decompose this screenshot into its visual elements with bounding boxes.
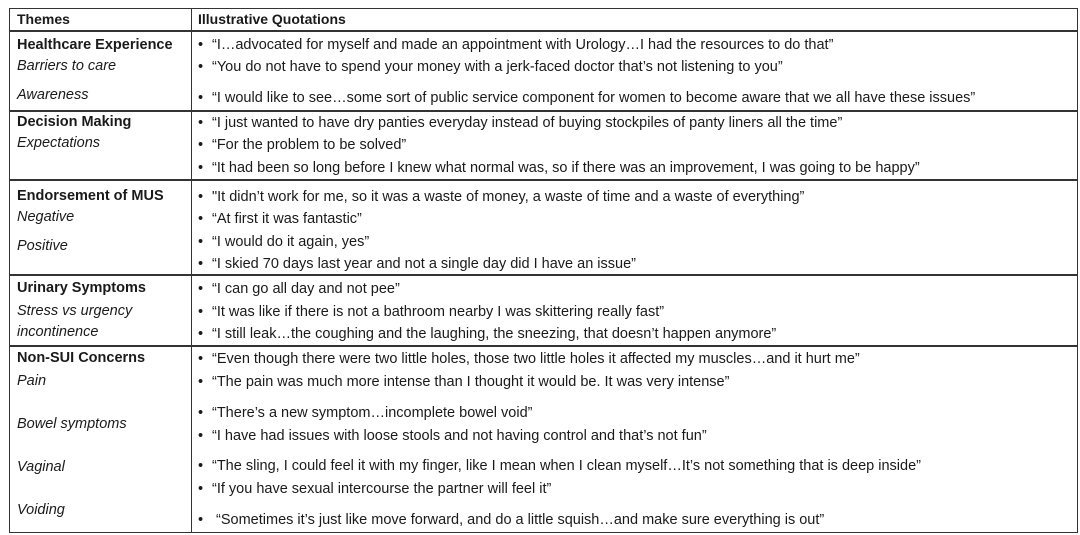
quote: • "It didn’t work for me, so it was a waste of money, a waste of time and a waste of everything” (198, 189, 805, 205)
subtheme-incontinence: incontinence (17, 324, 99, 340)
quote: • “It had been so long before I knew what normal was, so if there was an improvement, I was going to be happy” (198, 160, 920, 176)
theme-endorsement-of-mus: Endorsement of MUS (17, 188, 164, 204)
quote: • “Sometimes it’s just like move forward, and do a little squish…and make sure everything is out” (198, 512, 825, 528)
quote: • “I skied 70 days last year and not a single day did I have an issue” (198, 256, 636, 272)
row-divider (10, 110, 1077, 112)
subtheme-negative: Negative (17, 209, 75, 225)
quote: • “The sling, I could feel it with my finger, like I mean when I clean myself…It’s not something that is deep inside” (198, 458, 921, 474)
quote: • “If you have sexual intercourse the partner will feel it” (198, 481, 552, 497)
quote: • “I just wanted to have dry panties everyday instead of buying stockpiles of panty liners all the time” (198, 115, 843, 131)
row-divider (10, 274, 1077, 276)
quote: • “I…advocated for myself and made an appointment with Urology…I had the resources to do that” (198, 37, 834, 53)
column-divider (191, 9, 192, 532)
subtheme-bowel-symptoms: Bowel symptoms (17, 416, 127, 432)
quote: • “You do not have to spend your money with a jerk-faced doctor that’s not listening to you” (198, 59, 783, 75)
subtheme-pain: Pain (17, 373, 47, 389)
subtheme-barriers-to-care: Barriers to care (17, 58, 117, 74)
quote: • “I can go all day and not pee” (198, 281, 400, 297)
header-themes: Themes (17, 11, 70, 27)
theme-decision-making: Decision Making (17, 114, 132, 130)
row-divider (10, 179, 1077, 181)
subtheme-voiding: Voiding (17, 502, 65, 518)
row-divider (10, 345, 1077, 347)
header-quotations: Illustrative Quotations (198, 11, 346, 27)
subtheme-expectations: Expectations (17, 135, 101, 151)
quote: • “At first it was fantastic” (198, 211, 362, 227)
subtheme-awareness: Awareness (17, 87, 89, 103)
quote: • “I still leak…the coughing and the laughing, the sneezing, that doesn’t happen anymore” (198, 326, 777, 342)
quotations-table (9, 8, 1078, 533)
row-divider (10, 30, 1077, 32)
quote: • “I would like to see…some sort of public service component for women to become aware that we all have these issues” (198, 90, 976, 106)
theme-healthcare-experience: Healthcare Experience (17, 37, 173, 53)
quote: • “It was like if there is not a bathroom nearby I was skittering really fast” (198, 304, 665, 320)
quote: • “Even though there were two little holes, those two little holes it affected my muscles…and it hurt me” (198, 351, 860, 367)
theme-non-sui-concerns: Non-SUI Concerns (17, 350, 146, 366)
subtheme-vaginal: Vaginal (17, 459, 65, 475)
subtheme-positive: Positive (17, 238, 68, 254)
quote: • “The pain was much more intense than I thought it would be. It was very intense” (198, 374, 730, 390)
theme-urinary-symptoms: Urinary Symptoms (17, 280, 146, 296)
quote: • “I would do it again, yes” (198, 234, 370, 250)
quote: • “There’s a new symptom…incomplete bowel void” (198, 405, 533, 421)
quote: • “I have had issues with loose stools and not having control and that’s not fun” (198, 428, 707, 444)
quote: • “For the problem to be solved” (198, 137, 407, 153)
subtheme-stress-vs-urgency: Stress vs urgency (17, 303, 133, 319)
